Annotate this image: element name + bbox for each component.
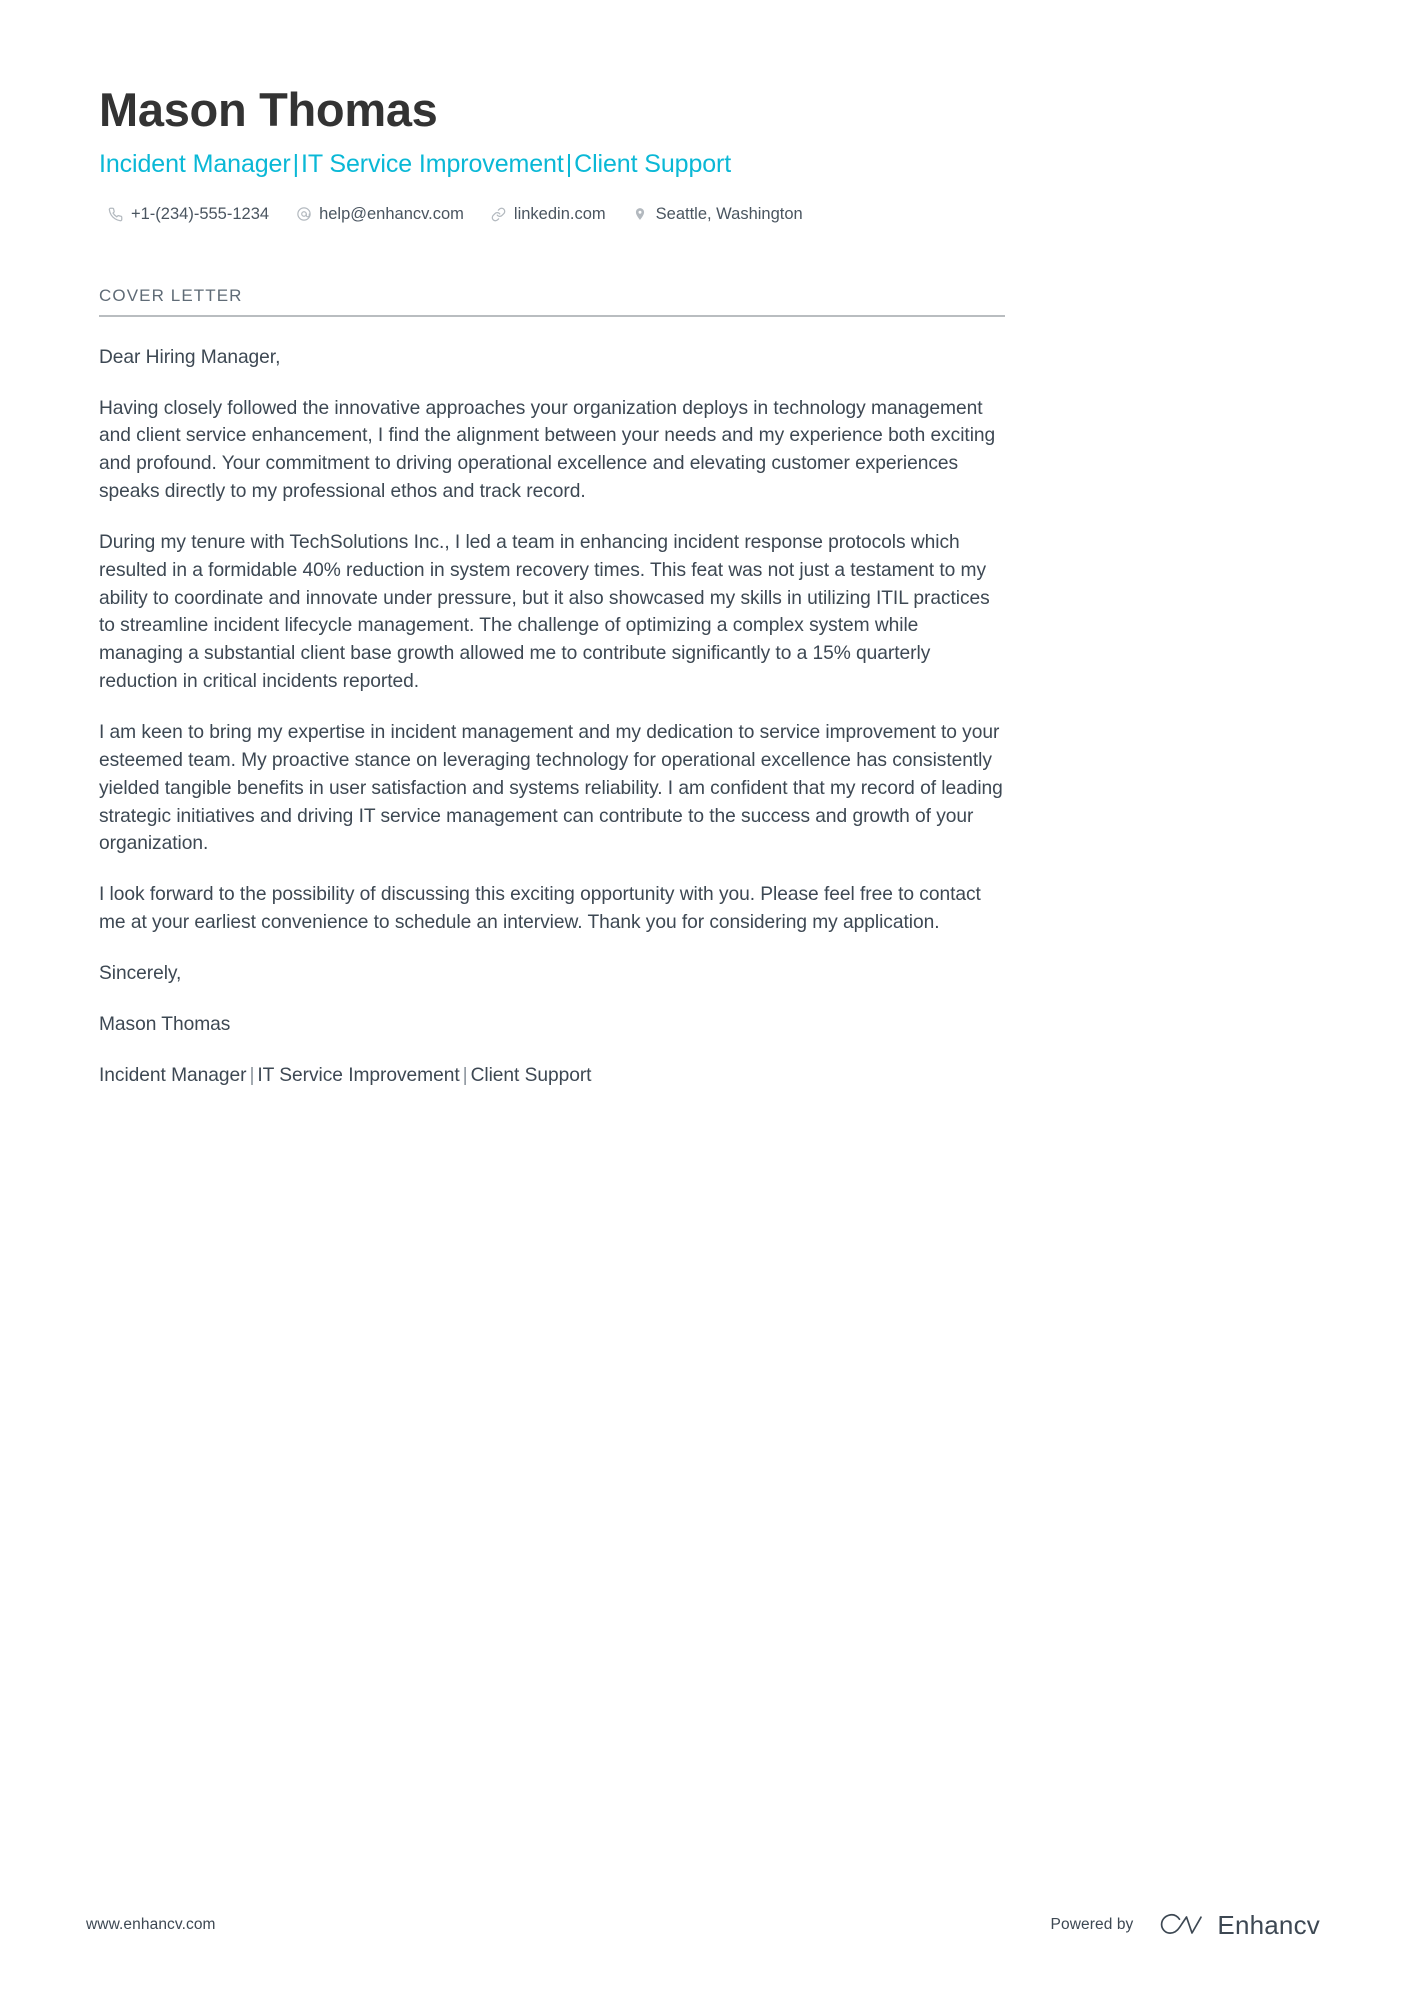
letter-signature-title (99, 1062, 1005, 1090)
link-icon (490, 206, 507, 223)
headline-part-1: Incident Manager (99, 150, 291, 179)
email-icon (295, 206, 312, 223)
powered-by-label: Powered by (1050, 1916, 1134, 1933)
contact-phone[interactable] (107, 206, 269, 223)
signature-title-part-2: IT Service Improvement (257, 1064, 460, 1086)
headline-part-2: IT Service Improvement (300, 150, 564, 179)
signature-title-separator: | (462, 1064, 468, 1086)
location-pin-icon (632, 206, 649, 223)
letter-paragraph-3: I am keen to bring my expertise in incident management and my dedication to service improvement to your esteemed team. My proactive stance on leveraging technology for operational excellence has consistently yielded tangible benefits in user satisfaction and systems reliability. I am confident that my record of leading strategic initiatives and driving IT service management can contribute to the success and growth of your organization. (99, 721, 1003, 855)
letter-paragraph-2: During my tenure with TechSolutions Inc., I led a team in enhancing incident response protocols which resulted in a formidable 40% reduction in system recovery times. This feat was not just a testament to my ability to coordinate and innovate under pressure, but it also showcased my skills in utilizing ITIL practices to streamline incident lifecycle management. The challenge of optimizing a complex system while managing a substantial client base growth allowed me to contribute significantly to a 15% quarterly reduction in critical incidents reported. (99, 531, 990, 693)
headline-separator: | (565, 150, 573, 179)
contact-email[interactable] (295, 206, 464, 223)
signature-title-part-1: Incident Manager (99, 1064, 247, 1086)
candidate-name: Mason Thomas (99, 83, 438, 136)
section-divider (99, 315, 1005, 317)
section-title: COVER LETTER (99, 285, 243, 305)
contact-location-value: Seattle, Washington (655, 204, 803, 223)
contact-linkedin[interactable] (490, 206, 606, 223)
page-footer (0, 1855, 1410, 1995)
signature-title-part-3: Client Support (470, 1064, 592, 1086)
contact-location[interactable] (632, 206, 803, 223)
letter-closing: Sincerely, (99, 962, 182, 984)
phone-icon (107, 206, 124, 223)
signature-title-separator: | (249, 1064, 255, 1086)
headline-part-3: Client Support (574, 150, 732, 179)
brand-name: Enhancv (1217, 1910, 1320, 1940)
footer-brand (1051, 1912, 1320, 1938)
contact-linkedin-value: linkedin.com (513, 204, 606, 223)
letter-paragraph-4: I look forward to the possibility of discussing this exciting opportunity with you. Please feel free to contact me at your earliest convenience to schedule an interview. Thank you for considering my application. (99, 884, 981, 934)
contact-row (99, 206, 1005, 223)
letter-body (99, 344, 1005, 1090)
footer-website-url[interactable]: www.enhancv.com (86, 1916, 216, 1933)
headline-separator: | (292, 150, 299, 179)
letter-signature-name: Mason Thomas (99, 1013, 231, 1035)
letter-salutation: Dear Hiring Manager, (99, 346, 281, 368)
contact-email-value: help@enhancv.com (319, 204, 464, 223)
letter-paragraph-1: Having closely followed the innovative approaches your organization deploys in technology management and client service enhancement, I find the alignment between your needs and my experience both exciting and profound. Your commitment to driving operational excellence and elevating customer experiences speaks directly to my professional ethos and track record. (99, 397, 996, 503)
enhancv-logo-icon (1158, 1912, 1204, 1938)
candidate-headline (99, 149, 1005, 180)
contact-phone-value: +1-(234)-555-1234 (131, 204, 270, 223)
document-content (99, 0, 1005, 1089)
document-header (99, 0, 1005, 223)
cover-letter-section (99, 286, 1005, 1090)
